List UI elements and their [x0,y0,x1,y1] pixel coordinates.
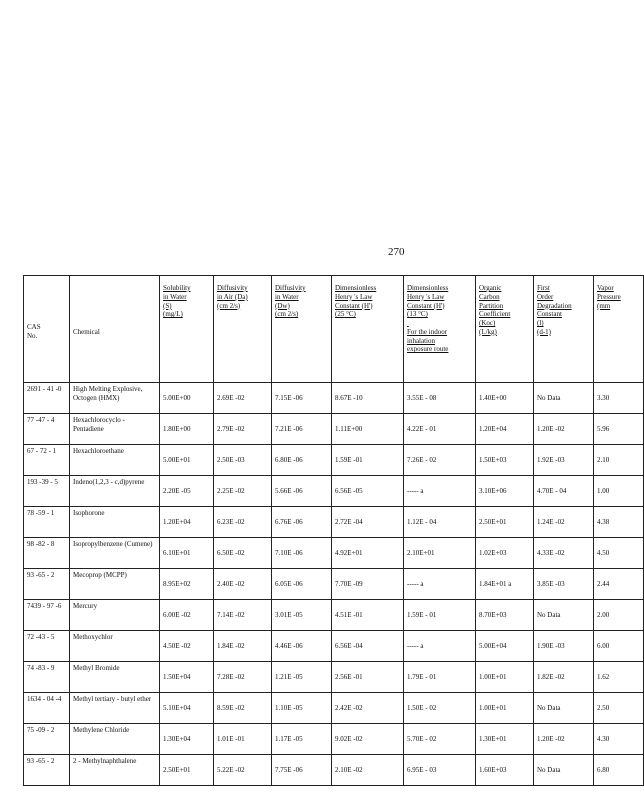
header-line: Dimensionless [335,284,377,292]
header-line: (L/kg) [479,327,497,336]
cell-sol: 1.80E+00 [160,414,214,445]
table-row [24,414,644,445]
cell-chemical: 2 - Methylnaphthalene [70,755,160,786]
cell-cas: 74 -83 - 9 [24,662,70,693]
header-line: Carbon [479,292,500,301]
cell-deg: 1.90E -03 [534,631,594,662]
cell-deg: 4.70E - 04 [534,476,594,507]
cell-da: 1.01E -01 [214,724,272,755]
cell-h13: 1.59E - 01 [404,600,476,631]
cell-vp: 2.10 [594,445,644,476]
header-line: Chemical [73,327,100,336]
cell-deg: No Data [534,600,594,631]
cell-chemical: Isopropylbenzene (Cumene) [70,538,160,569]
cell-dw: 4.46E -06 [272,631,332,662]
table-row [24,569,644,600]
header-line: (d-1) [537,327,551,336]
cell-cas: 2691 - 41 -0 [24,383,70,414]
header-line: (mm [597,301,611,310]
header-line: Coefficient [479,310,511,319]
table-row [24,476,644,507]
header-line: exposure route [407,345,449,354]
cell-koc: 5.00E+04 [476,631,534,662]
cell-dw: 7.75E -06 [272,755,332,786]
cell-sol: 1.20E+04 [160,507,214,538]
header-line: in Water [163,292,187,301]
header-line: Organic [479,284,502,292]
header-line: First [537,284,550,292]
cell-chemical: Methyl tertiary - butyl ether [70,693,160,724]
cell-dw: 7.10E -06 [272,538,332,569]
cell-cas: 7439 - 97 -6 [24,600,70,631]
header-solubility [160,276,214,383]
cell-h13: 5.70E - 02 [404,724,476,755]
header-line: in Water [275,292,299,301]
cell-h25: 9.02E -02 [332,724,404,755]
header-line: No. [27,332,38,340]
cell-dw: 7.21E -06 [272,414,332,445]
cell-chemical: Methylene Chloride [70,724,160,755]
cell-koc: 1.50E+03 [476,445,534,476]
header-line: Diffusivity [275,284,306,292]
cell-vp: 1.62 [594,662,644,693]
header-chemical [70,276,160,383]
cell-vp: 4.30 [594,724,644,755]
header-line: (25 °C) [335,310,356,319]
cell-cas: 1634 - 04 -4 [24,693,70,724]
cell-h25: 7.70E -09 [332,569,404,600]
cell-h25: 1.59E -01 [332,445,404,476]
cell-dw: 5.66E -06 [272,476,332,507]
cell-chemical: Mercury [70,600,160,631]
cell-koc: 2.50E+01 [476,507,534,538]
cell-cas: 78 -59 - 1 [24,507,70,538]
cell-h25: 4.51E -01 [332,600,404,631]
header-line: Order [537,292,554,301]
cell-koc: 1.60E+03 [476,755,534,786]
header-line: Diffusivity [217,284,248,292]
header-line: Dimensionless [407,284,449,292]
header-line: (cm 2/s) [217,301,241,310]
header-diffusivity-air [214,276,272,383]
cell-cas: 72 -43 - 5 [24,631,70,662]
cell-h25: 6.56E -05 [332,476,404,507]
cell-h25: 4.92E+01 [332,538,404,569]
cell-deg: 4.33E -02 [534,538,594,569]
cell-h13: 7.26E - 02 [404,445,476,476]
cell-dw: 6.05E -06 [272,569,332,600]
header-line: in Air (Da) [217,292,248,301]
cell-cas: 193 -39 - 5 [24,476,70,507]
cell-vp: 5.96 [594,414,644,445]
table-row [24,445,644,476]
cell-h25: 1.11E+00 [332,414,404,445]
cell-chemical: Methoxychlor [70,631,160,662]
cell-deg: 1.24E -02 [534,507,594,538]
header-cas [24,276,70,383]
cell-da: 8.59E -02 [214,693,272,724]
table-row [24,600,644,631]
cell-da: 7.28E -02 [214,662,272,693]
cell-da: 7.14E -02 [214,600,272,631]
header-line: Henry 's Law [335,292,373,301]
cell-chemical: Mecoprop (MCPP) [70,569,160,600]
cell-koc: 3.10E+06 [476,476,534,507]
cell-sol: 8.95E+02 [160,569,214,600]
cell-vp: 6.00 [594,631,644,662]
table-row [24,662,644,693]
cell-da: 2.40E -02 [214,569,272,600]
cell-h25: 2.42E -02 [332,693,404,724]
table-row [24,755,644,786]
cell-h13: 4.22E - 01 [404,414,476,445]
header-line: (S) [163,301,172,310]
header-line: (Koc) [479,319,496,327]
cell-koc: 1.20E+04 [476,414,534,445]
page-number: 270 [388,246,405,258]
cell-h13: ----- a [404,631,476,662]
header-line: (l) [537,319,544,327]
header-line: Vapor [597,284,614,292]
cell-deg: 1.92E -03 [534,445,594,476]
cell-vp: 2.44 [594,569,644,600]
cell-dw: 3.01E -05 [272,600,332,631]
cell-h13: ----- a [404,476,476,507]
header-line: Pressure [597,292,621,301]
cell-cas: 77 -47 - 4 [24,414,70,445]
cell-deg: 1.20E -02 [534,724,594,755]
cell-sol: 2.20E -05 [160,476,214,507]
cell-sol: 4.50E -02 [160,631,214,662]
cell-dw: 1.10E -05 [272,693,332,724]
cell-vp: 2.50 [594,693,644,724]
cell-koc: 1.00E+01 [476,693,534,724]
header-vapor-pressure [594,276,644,383]
cell-deg: No Data [534,693,594,724]
cell-h13: 1.12E - 04 [404,507,476,538]
cell-cas: 67 - 72 - 1 [24,445,70,476]
cell-chemical: Hexachlorocyclo - Pentadiene [70,414,160,445]
cell-sol: 6.00E -02 [160,600,214,631]
cell-deg: 1.82E -02 [534,662,594,693]
table-row [24,383,644,414]
cell-h25: 2.56E -01 [332,662,404,693]
cell-sol: 5.00E+00 [160,383,214,414]
cell-vp: 4.50 [594,538,644,569]
cell-deg: 3.85E -03 [534,569,594,600]
cell-vp: 6.80 [594,755,644,786]
cell-chemical: Isophorone [70,507,160,538]
cell-da: 2.50E -03 [214,445,272,476]
header-line [407,319,472,328]
cell-deg: No Data [534,755,594,786]
cell-h13: ----- a [404,569,476,600]
header-line: (Dw) [275,301,290,310]
cell-sol: 6.10E+01 [160,538,214,569]
cell-h13: 1.50E - 02 [404,693,476,724]
cell-cas: 98 -82 - 8 [24,538,70,569]
header-koc [476,276,534,383]
cell-dw: 6.76E -06 [272,507,332,538]
cell-da: 2.79E -02 [214,414,272,445]
cell-h13: 6.95E - 03 [404,755,476,786]
table-header-row [24,276,644,383]
cell-deg: No Data [534,383,594,414]
cell-sol: 2.50E+01 [160,755,214,786]
header-line: Degradation [537,301,572,310]
table-row [24,631,644,662]
properties-table-container [23,275,621,774]
header-henry-13c [404,276,476,383]
cell-da: 2.25E -02 [214,476,272,507]
header-line: Henry 's Law [407,292,445,301]
cell-h25: 6.56E -04 [332,631,404,662]
header-line: (cm 2/s) [275,310,299,319]
cell-da: 6.23E -02 [214,507,272,538]
cell-koc: 1.84E+01 a [476,569,534,600]
chemical-properties-table [23,275,644,786]
table-body [24,383,644,786]
cell-da: 5.22E -02 [214,755,272,786]
cell-vp: 4.38 [594,507,644,538]
header-line: For the indoor [407,327,448,336]
cell-koc: 1.40E+00 [476,383,534,414]
cell-h25: 2.72E -04 [332,507,404,538]
header-line: Constant [537,310,562,319]
cell-h25: 2.10E -02 [332,755,404,786]
header-diffusivity-water [272,276,332,383]
header-line: Partition [479,301,504,310]
cell-koc: 1.30E+01 [476,724,534,755]
table-row [24,724,644,755]
table-row [24,507,644,538]
cell-da: 1.84E -02 [214,631,272,662]
cell-koc: 1.02E+03 [476,538,534,569]
cell-dw: 1.17E -05 [272,724,332,755]
cell-deg: 1.20E -02 [534,414,594,445]
header-line: CAS [27,323,41,332]
cell-cas: 93 -65 - 2 [24,569,70,600]
cell-vp: 1.00 [594,476,644,507]
header-line: Solubility [163,284,191,292]
cell-koc: 8.70E+03 [476,600,534,631]
cell-h13: 1.79E - 01 [404,662,476,693]
cell-sol: 1.30E+04 [160,724,214,755]
cell-chemical: High Melting Explosive, Octogen (HMX) [70,383,160,414]
cell-cas: 93 -65 - 2 [24,755,70,786]
cell-vp: 2.00 [594,600,644,631]
cell-chemical: Methyl Bromide [70,662,160,693]
table-row [24,538,644,569]
cell-h25: 8.67E -10 [332,383,404,414]
cell-sol: 5.10E+04 [160,693,214,724]
cell-dw: 1.21E -05 [272,662,332,693]
cell-vp: 3.30 [594,383,644,414]
header-henry-25c [332,276,404,383]
cell-cas: 75 -09 - 2 [24,724,70,755]
cell-sol: 5.00E+01 [160,445,214,476]
header-line: Constant (H') [335,301,373,310]
header-line: inhalation [407,336,435,345]
cell-chemical: Hexachloroethane [70,445,160,476]
cell-h13: 2.10E+01 [404,538,476,569]
header-line: (13 °C) [407,310,428,319]
header-line: (mg/L) [163,310,183,319]
cell-dw: 6.80E -06 [272,445,332,476]
cell-da: 6.50E -02 [214,538,272,569]
cell-sol: 1.50E+04 [160,662,214,693]
cell-dw: 7.15E -06 [272,383,332,414]
header-degradation [534,276,594,383]
cell-da: 2.69E -02 [214,383,272,414]
cell-h13: 3.55E - 08 [404,383,476,414]
table-row [24,693,644,724]
cell-koc: 1.00E+01 [476,662,534,693]
header-line: Constant (H') [407,301,445,310]
cell-chemical: Indeno(1,2,3 - c,d)pyrene [70,476,160,507]
